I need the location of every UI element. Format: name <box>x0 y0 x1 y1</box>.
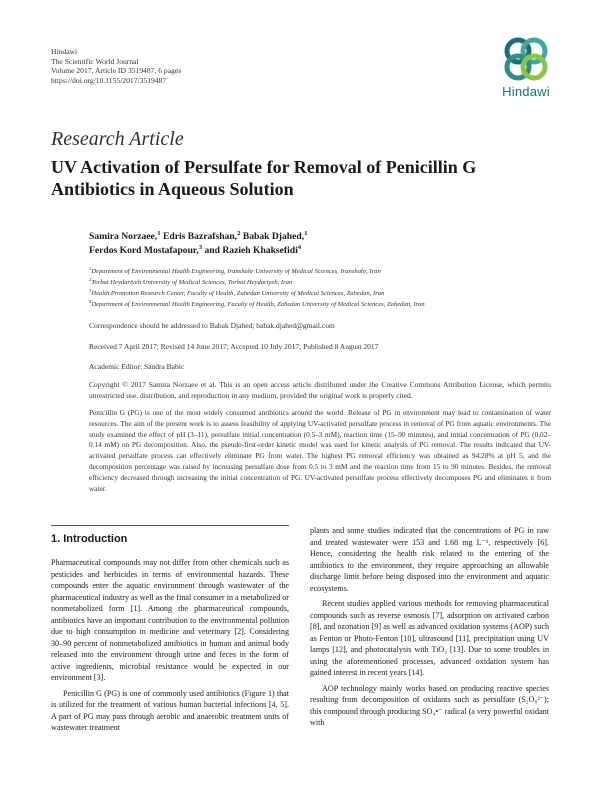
section-heading: 1. Introduction <box>51 525 289 545</box>
body-paragraph: AOP technology mainly works based on producing reactive species resulting from decomposition of oxidants such as persulfate (S₂O₈²⁻); this compound through producing SO₄•⁻ radical (a very powerful oxidant with <box>310 683 549 727</box>
hindawi-logo-icon <box>501 36 551 82</box>
academic-editor: Academic Editor: Sandra Babic <box>89 362 185 371</box>
author-affiliation-mark: 3 <box>198 243 203 251</box>
publisher-name: Hindawi <box>51 47 78 56</box>
author-name: Samira Norzaee, <box>89 231 158 242</box>
author-affiliation-mark: 1 <box>304 229 308 237</box>
copyright-notice: Copyright © 2017 Samira Norzaee et al. This is an open access article distributed under the Creative Commons Attribution License, which permits unrestricted use, distribution, and reproduction in any medium, provided the original work is properly cited. <box>89 380 551 400</box>
publication-dates: Received 7 April 2017; Revised 14 June 2017; Accepted 10 July 2017; Published 8 August 2017 <box>89 342 379 351</box>
article-title: UV Activation of Persulfate for Removal of Penicillin G Antibiotics in Aqueous Solution <box>51 157 477 199</box>
author-affiliation-mark: 4 <box>297 243 302 251</box>
affiliation-item <box>89 277 559 288</box>
affiliation-text: Department of Environmental Health Engineering, Iranshahr University of Medical Sciences, Iranshahr, Iran <box>91 268 381 275</box>
affiliation-item <box>89 266 559 277</box>
author-affiliation-mark: 1 <box>157 229 161 237</box>
journal-meta <box>51 47 181 85</box>
author-affiliation-mark: 2 <box>237 229 241 237</box>
journal-name: The Scientific World Journal <box>51 56 139 66</box>
volume-info: Volume 2017, Article ID 3519487, 6 pages <box>51 66 182 76</box>
body-paragraph: Recent studies applied various methods for removing pharmaceutical compounds such as reverse osmosis [7], adsorption on activated carbon [8], and ozonation [9] as well as advanced oxidation systems (AOP) such as Fenton or Photo-Fenton [10], ultrasound [11], precipitation using UV lamps [12], and photocatalysis with TiO₂ [13]. Due to some troubles in using the aforementioned processes, advanced oxidation system has gained interest in recent years [14]. <box>310 599 549 677</box>
affiliation-text: Department of Environmental Health Engineering, Faculty of Health, Zahedan University of Medical Sciences, Zahedan, Iran <box>91 301 425 308</box>
author-line-2 <box>89 244 529 258</box>
author-name: Ferdos Kord Mostafapour, <box>89 245 199 256</box>
right-column <box>310 525 549 729</box>
body-paragraph: Pharmaceutical compounds may not differ from other chemicals such as pesticides and herbicides in terms of environmental hazards. These compounds enter the aquatic environment through wastewater of the pharmaceutical industry as well as the final consumer in a metabolized or nonmetabolized form [1]. Among the pharmaceutical compounds, antibiotics have an important contribution to the environmental pollution due to high consumption in medicine and veterinary [2]. Considering 30–90 percent of nonmetabolized antibiotics in human and animal body released into the environment through urine and feces in the form of active ingredients, microbial resistance would be expected in our environment [3]. <box>51 558 290 682</box>
hindawi-logo <box>494 36 558 108</box>
affiliation-item <box>89 288 559 299</box>
body-paragraph: Penicillin G (PG) is one of commonly used antibiotics (Figure 1) that is utilized for the treatment of various human bacterial infections [4, 5]. A part of PG may pass through aerobic and anaerobic treatment units of wastewater treatment <box>51 688 289 732</box>
affiliation-mark: 2 <box>89 276 92 282</box>
author-name: Babak Djahed, <box>240 231 305 242</box>
author-name: Edris Bazrafshan, <box>160 231 238 242</box>
logo-wordmark: Hindawi <box>502 84 550 99</box>
author-name: and Razieh Khaksefidi <box>202 245 298 256</box>
author-line-1 <box>89 230 529 244</box>
doi-link[interactable]: https://doi.org/10.1155/2017/3519487 <box>51 75 167 85</box>
affiliation-mark: 4 <box>89 298 92 304</box>
affiliation-mark: 3 <box>89 287 92 293</box>
affiliation-item <box>89 299 559 310</box>
affiliation-mark: 1 <box>89 265 92 271</box>
body-paragraph: plants and some studies indicated that the concentrations of PG in raw and treated wastewater were 153 and 1.68 mg L⁻¹, respectively [6]. Hence, considering the health risk related to the entering of the antibiotics to the environment, they require approaching an allowable discharge limit before being disposed into the environment and aquatic ecosystems. <box>310 526 549 593</box>
correspondence-note: Correspondence should be addressed to Babak Djahed; babak.djahed@gmail.com <box>89 321 335 330</box>
affiliation-text: Torbat Heydariyeh University of Medical Sciences, Torbat Heydariyeh, Iran <box>91 279 293 286</box>
affiliation-text: Health Promotion Research Center, Faculty of Health, Zahedan University of Medical Sciences, Zahedan, Iran <box>91 290 385 297</box>
abstract: Penicillin G (PG) is one of the most widely consumed antibiotics around the world. Release of PG in environment may lead to contamination of water resources. The aim of the present work is to assess feasibility of applying UV-activated persulfate process in removal of PG from aquatic environments. The study examined the effect of pH (3–11), persulfate initial concentration (0.5–3 mM), reaction time (15–90 minutes), and initial concentration of PG (0.02–0.14 mM) on PG decomposition. Also, the pseudo-first-order kinetic model was used for kinetic analysis of PG removal. The results indicated that UV-activated persulfate process can effectively eliminate PG from water. The highest PG removal efficiency was obtained as 94.28% at pH 5, and the decomposition percentage was raised by increasing persulfate dose from 0.5 to 3 mM and the reaction time from 15 to 90 minutes. Besides, the removal efficiency decreased through increasing the initial concentration of PG. UV-activated persulfate process effectively decomposes PG and eliminates it from water. <box>89 408 551 493</box>
author-list <box>89 230 529 258</box>
article-type: Research Article <box>51 128 184 150</box>
left-column <box>51 525 289 734</box>
affiliations <box>89 266 559 310</box>
